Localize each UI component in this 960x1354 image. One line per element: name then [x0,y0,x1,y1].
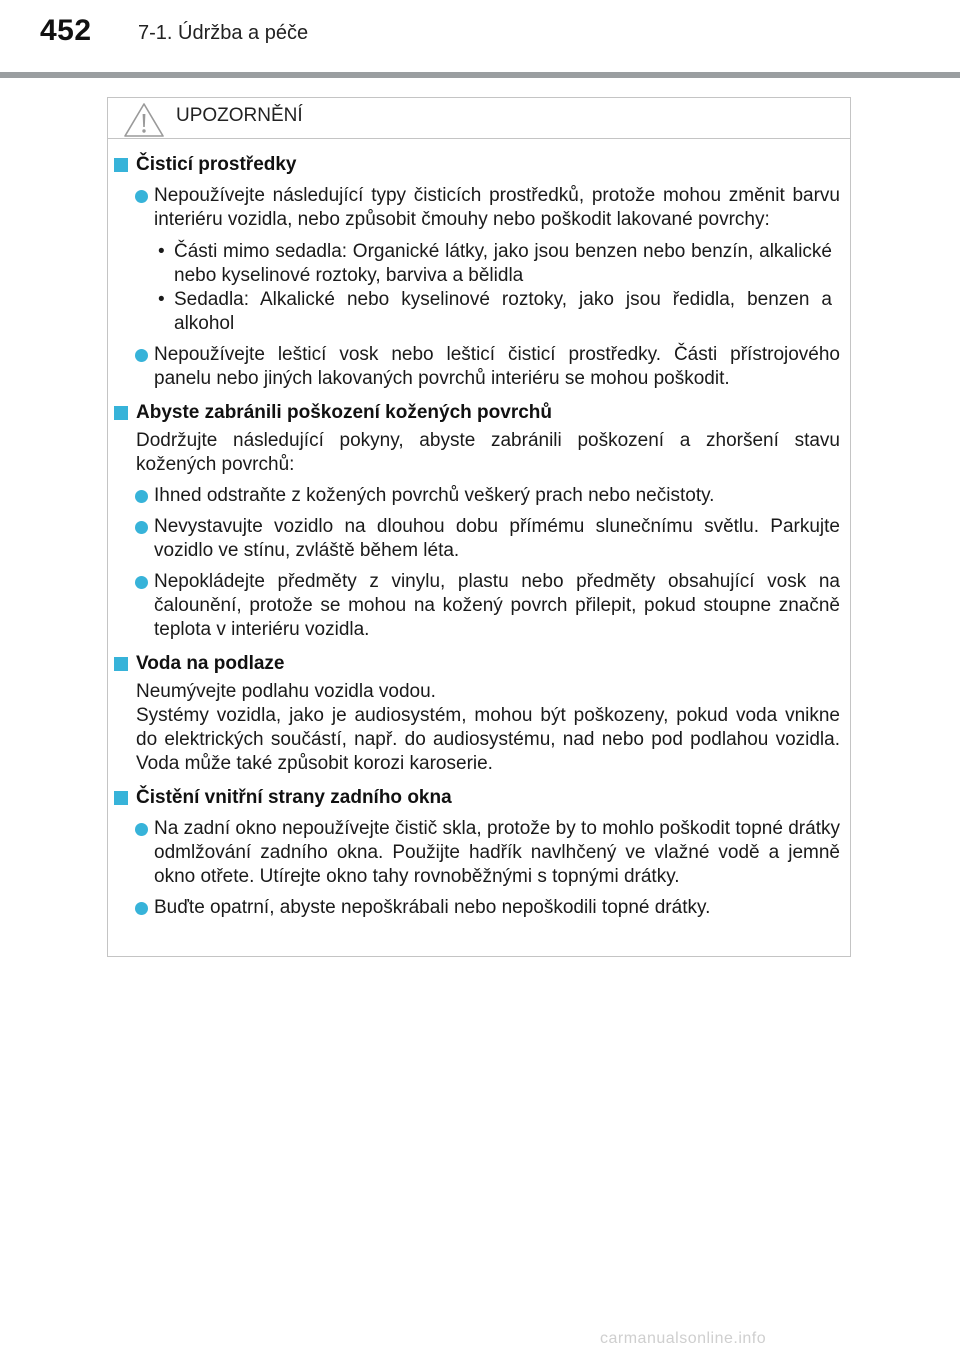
section-heading-cleaning-agents [114,153,840,177]
list-item [114,484,840,508]
paragraph: Neumývejte podlahu vozidla vodou. [136,681,436,702]
list-item [114,896,840,920]
header-rule [0,72,960,78]
circle-bullet-icon [135,823,148,836]
paragraph: Systémy vozidla, jako je audiosystém, mohou být poškozeny, pokud voda vnikne do elektrických součástí, např. do audiosystému, nad nebo pod podlahou vozidla. Voda může také způsobit korozi karoserie. [136,705,840,774]
section-heading-floor-water [114,652,840,676]
sub-list-item-text: Sedadla: Alkalické nebo kyselinové roztoky, jako jsou ředidla, benzen a alkohol [174,289,832,334]
page-number: 452 [40,14,92,47]
section-heading-text: Čistění vnitřní strany zadního okna [136,787,452,808]
circle-bullet-icon [135,190,148,203]
page-header [0,0,960,82]
watermark: carmanualsonline.info [600,1330,767,1347]
list-item-text: Na zadní okno nepoužívejte čistič skla, protože by to mohlo poškodit topné drátky odmlžování zadního okna. Použijte hadřík navlhčený ve vlažné vodě a jemně okno otřete. Utírejte okno tahy rovnoběžnými s topnými drátky. [154,818,840,887]
sub-list [114,240,840,336]
warning-header [108,98,850,139]
list-item [114,184,840,232]
section-heading-text: Voda na podlaze [136,653,285,674]
warning-body [108,139,850,920]
circle-bullet-icon [135,349,148,362]
warning-triangle-icon [122,101,166,139]
warning-label: UPOZORNĚNÍ [176,105,303,126]
section-title: 7-1. Údržba a péče [138,22,309,44]
list-item [114,570,840,642]
circle-bullet-icon [135,521,148,534]
list-item [114,343,840,391]
list-item [114,817,840,889]
list-item-text: Ihned odstraňte z kožených povrchů veškerý prach nebo nečistoty. [154,485,715,506]
square-bullet-icon [114,406,128,420]
section-heading-text: Čisticí prostředky [136,154,297,175]
list-item-text: Nepoužívejte lešticí vosk nebo lešticí čisticí prostředky. Části přístrojového panelu nebo jiných lakovaných povrchů interiéru se mohou poškodit. [154,344,840,389]
dot-marker-icon: • [158,289,165,310]
paragraph: Dodržujte následující pokyny, abyste zabránili poškození a zhoršení stavu kožených povrchů: [136,430,840,475]
square-bullet-icon [114,657,128,671]
dot-marker-icon: • [158,241,165,262]
list-item-text: Nepoužívejte následující typy čisticích prostředků, protože mohou změnit barvu interiéru vozidla, nebo způsobit čmouhy nebo poškodit lakované povrchy: [154,185,840,230]
list-item [114,515,840,563]
square-bullet-icon [114,158,128,172]
section-heading-rear-window [114,786,840,810]
list-item-text: Nevystavujte vozidlo na dlouhou dobu přímému slunečnímu světlu. Parkujte vozidlo ve stínu, zvláště během léta. [154,516,840,561]
sub-list-item [114,240,840,288]
list-item-text: Buďte opatrní, abyste nepoškrábali nebo nepoškodili topné drátky. [154,897,711,918]
sub-list-item-text: Části mimo sedadla: Organické látky, jako jsou benzen nebo benzín, alkalické nebo kyselinové roztoky, barviva a bělidla [174,241,832,286]
list-item-text: Nepokládejte předměty z vinylu, plastu nebo předměty obsahující vosk na čalounění, protože se mohou na kožený povrch přilepit, pokud stoupne značně teplota v interiéru vozidla. [154,571,840,640]
circle-bullet-icon [135,902,148,915]
section-heading-text: Abyste zabránili poškození kožených povrchů [136,402,552,423]
section-heading-leather [114,401,840,425]
circle-bullet-icon [135,490,148,503]
square-bullet-icon [114,791,128,805]
circle-bullet-icon [135,576,148,589]
warning-box [107,97,851,957]
sub-list-item [114,288,840,336]
